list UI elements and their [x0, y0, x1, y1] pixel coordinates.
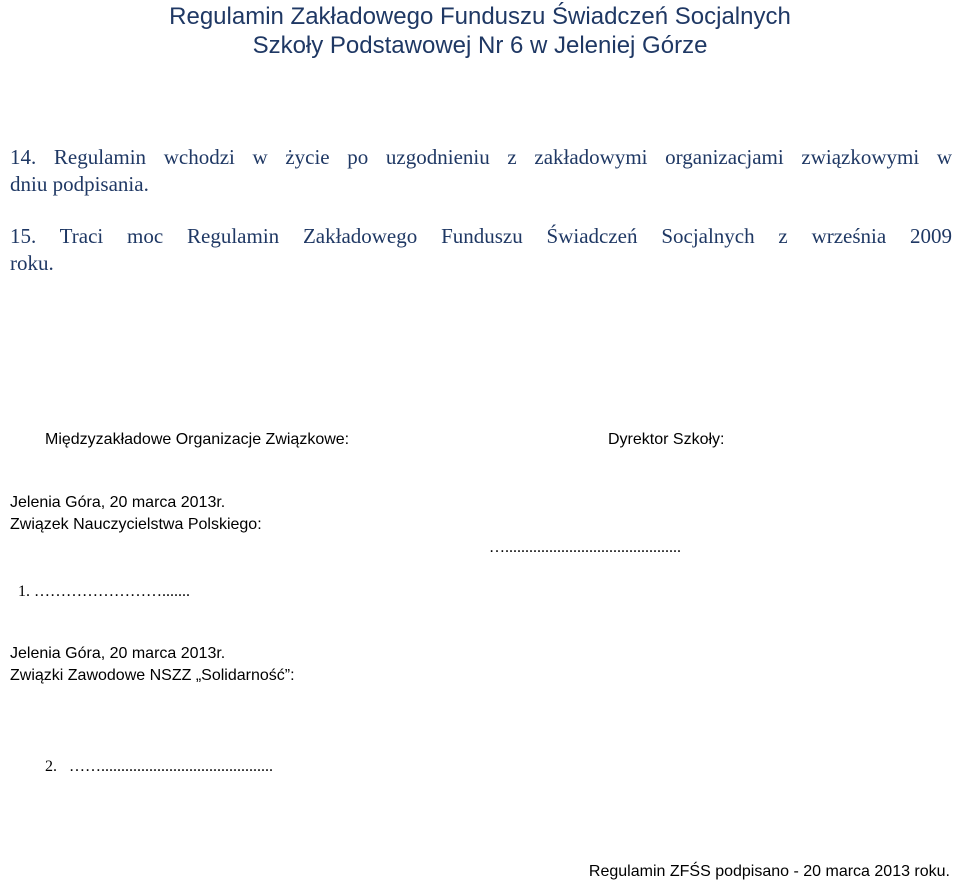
unions-heading: Międzyzakładowe Organizacje Związkowe: [45, 431, 350, 448]
signature-line-1: 1. ……………………....... [18, 583, 190, 600]
paragraph-14-line1: 14. Regulamin wchodzi w życie po uzgodnieniu z zakładowymi organizacjami związkowymi w [10, 145, 952, 169]
paragraph-15-line2: roku. [10, 251, 54, 275]
place-date-2: Jelenia Góra, 20 marca 2013r. [10, 645, 226, 662]
paragraph-14-line2: dniu podpisania. [10, 172, 149, 196]
document-header [0, 2, 960, 60]
director-signature-line: …............................................ [489, 539, 681, 556]
director-heading: Dyrektor Szkoły: [608, 431, 725, 448]
header-title-line1: Regulamin Zakładowego Funduszu Świadczeń Socjalnych [169, 3, 791, 30]
paragraph-15-line1: 15. Traci moc Regulamin Zakładowego Funduszu Świadczeń Socjalnych z września 2009 [10, 224, 952, 248]
paragraph-15 [10, 223, 952, 277]
header-title-line2: Szkoły Podstawowej Nr 6 w Jeleniej Górze [252, 32, 708, 59]
union-solidarnosc-label: Związki Zawodowe NSZZ „Solidarność”: [10, 667, 295, 684]
paragraph-14 [10, 144, 952, 198]
footer-signed-date: Regulamin ZFŚS podpisano - 20 marca 2013 roku. [588, 863, 950, 880]
signature-line-2: 2. ……........................................... [45, 758, 273, 775]
place-date-1: Jelenia Góra, 20 marca 2013r. [10, 494, 226, 511]
union-znp-label: Związek Nauczycielstwa Polskiego: [10, 516, 262, 533]
